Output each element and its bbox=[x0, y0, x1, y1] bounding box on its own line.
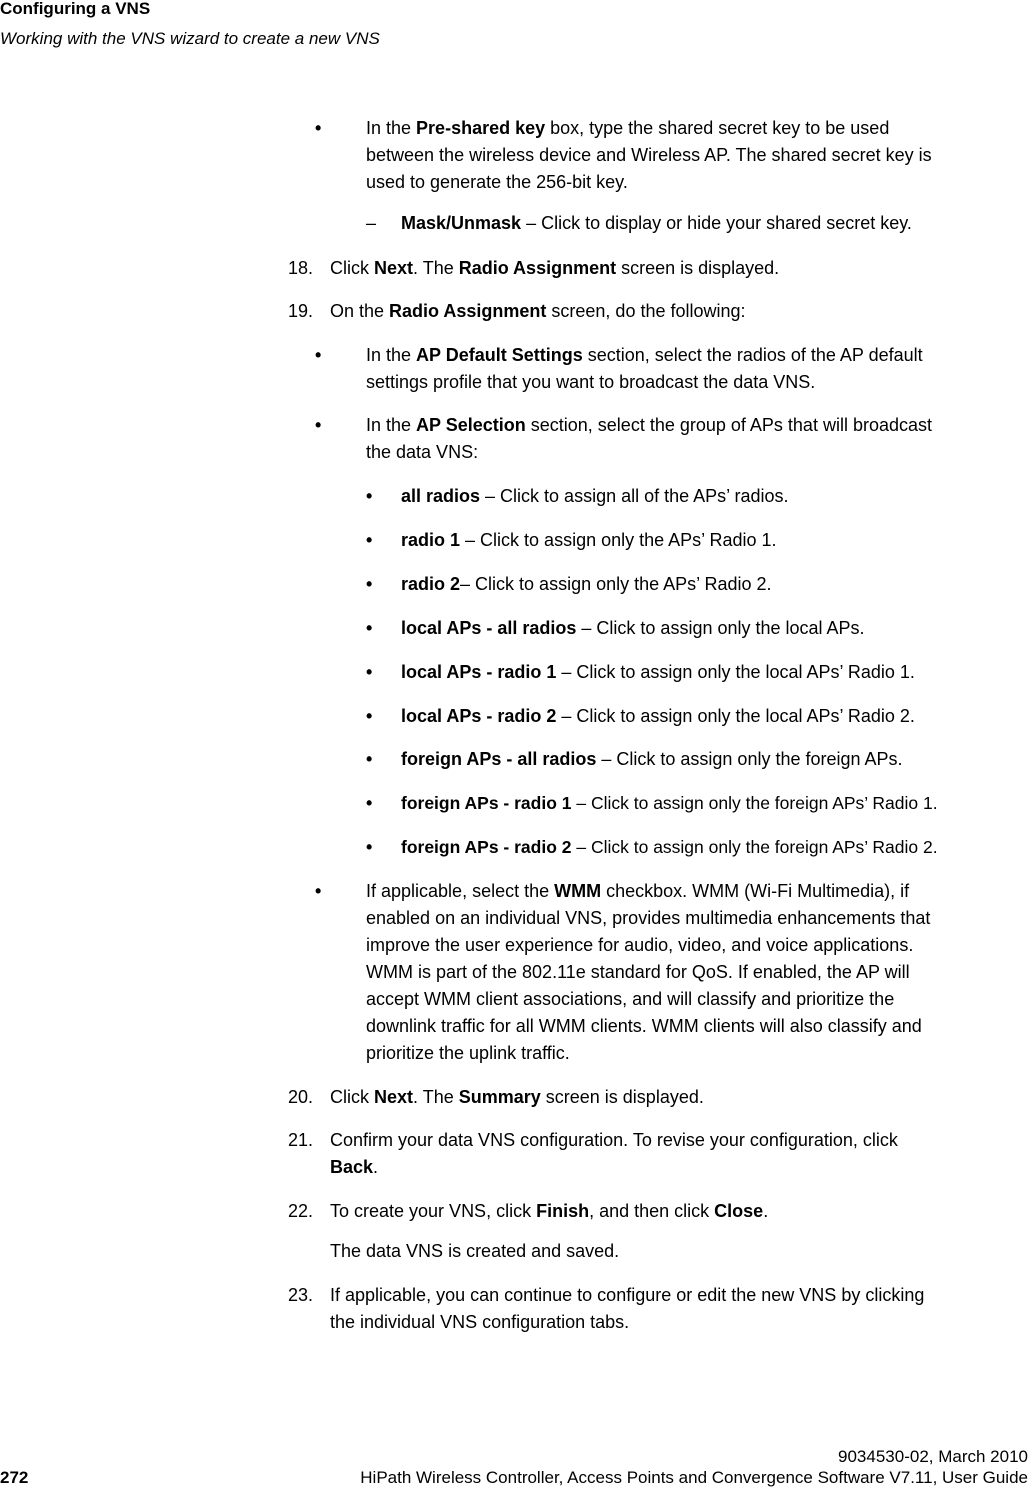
page-number: 272 bbox=[0, 1468, 29, 1487]
dash-marker: – bbox=[366, 213, 377, 233]
section-subtitle: Working with the VNS wizard to create a new VNS bbox=[0, 29, 380, 48]
psk-line-1: In the Pre-shared key box, type the shared secret key to be used bbox=[366, 118, 890, 138]
wmm-line-1: If applicable, select the WMM checkbox. WMM (Wi-Fi Multimedia), if bbox=[366, 881, 910, 901]
step-22-note: The data VNS is created and saved. bbox=[330, 1241, 620, 1261]
step-21-line-2: Back. bbox=[330, 1157, 379, 1177]
option-foreign-radio-2: foreign APs - radio 2 – Click to assign only the foreign APs’ Radio 2. bbox=[401, 837, 938, 857]
option-radio-2: radio 2– Click to assign only the APs’ Radio 2. bbox=[401, 574, 772, 594]
wmm-line: improve the user experience for audio, video, and voice applications. bbox=[366, 935, 914, 955]
psk-line-2: between the wireless device and Wireless AP. The shared secret key is bbox=[366, 145, 932, 165]
option-radio-1: radio 1 – Click to assign only the APs’ Radio 1. bbox=[401, 530, 777, 550]
wmm-line: prioritize the uplink traffic. bbox=[366, 1043, 570, 1063]
ap-default-line-2: settings profile that you want to broadcast the data VNS. bbox=[366, 372, 816, 392]
option-local-radio-1: local APs - radio 1 – Click to assign only the local APs’ Radio 1. bbox=[401, 662, 915, 682]
step-23-line-2: the individual VNS configuration tabs. bbox=[330, 1312, 630, 1332]
option-local-all-radios: local APs - all radios – Click to assign only the local APs. bbox=[401, 618, 865, 638]
step-22-text: To create your VNS, click Finish, and then click Close. bbox=[330, 1201, 769, 1221]
bullet-icon: • bbox=[366, 530, 373, 550]
wmm-line: WMM is part of the 802.11e standard for QoS. If enabled, the AP will bbox=[366, 962, 910, 982]
step-number: 22. bbox=[288, 1201, 314, 1221]
bullet-icon: • bbox=[315, 345, 322, 365]
step-18-text: Click Next. The Radio Assignment screen is displayed. bbox=[330, 258, 780, 278]
step-number: 19. bbox=[288, 301, 314, 321]
ap-selection-line-2: the data VNS: bbox=[366, 442, 479, 462]
option-foreign-radio-1: foreign APs - radio 1 – Click to assign only the foreign APs’ Radio 1. bbox=[401, 793, 938, 813]
option-foreign-all-radios: foreign APs - all radios – Click to assign only the foreign APs. bbox=[401, 749, 903, 769]
step-number: 20. bbox=[288, 1087, 314, 1107]
bullet-icon: • bbox=[366, 574, 373, 594]
wmm-line: downlink traffic for all WMM clients. WMM clients will also classify and bbox=[366, 1016, 922, 1036]
bullet-icon: • bbox=[315, 415, 322, 435]
bullet-icon: • bbox=[315, 118, 322, 138]
mask-unmask-item: Mask/Unmask – Click to display or hide your shared secret key. bbox=[401, 213, 912, 233]
ap-selection-line-1: In the AP Selection section, select the group of APs that will broadcast bbox=[366, 415, 932, 435]
bullet-icon: • bbox=[366, 793, 373, 813]
chapter-title: Configuring a VNS bbox=[0, 0, 151, 18]
step-number: 23. bbox=[288, 1285, 314, 1305]
wmm-line: enabled on an individual VNS, provides multimedia enhancements that bbox=[366, 908, 931, 928]
step-20-text: Click Next. The Summary screen is displayed. bbox=[330, 1087, 704, 1107]
step-19-text: On the Radio Assignment screen, do the following: bbox=[330, 301, 746, 321]
ap-default-line-1: In the AP Default Settings section, select the radios of the AP default bbox=[366, 345, 923, 365]
footer-doc-title: HiPath Wireless Controller, Access Points and Convergence Software V7.11, User Guide bbox=[360, 1468, 1028, 1487]
bullet-icon: • bbox=[366, 749, 373, 769]
bullet-icon: • bbox=[315, 881, 322, 901]
step-21-line-1: Confirm your data VNS configuration. To revise your configuration, click bbox=[330, 1130, 898, 1150]
wmm-line: accept WMM client associations, and will classify and prioritize the bbox=[366, 989, 895, 1009]
bullet-icon: • bbox=[366, 618, 373, 638]
bullet-icon: • bbox=[366, 486, 373, 506]
psk-line-3: used to generate the 256-bit key. bbox=[366, 172, 628, 192]
step-23-line-1: If applicable, you can continue to configure or edit the new VNS by clicking bbox=[330, 1285, 925, 1305]
option-all-radios: all radios – Click to assign all of the APs’ radios. bbox=[401, 486, 789, 506]
option-local-radio-2: local APs - radio 2 – Click to assign only the local APs’ Radio 2. bbox=[401, 706, 915, 726]
bullet-icon: • bbox=[366, 706, 373, 726]
bullet-icon: • bbox=[366, 662, 373, 682]
footer-docnum: 9034530-02, March 2010 bbox=[838, 1447, 1028, 1466]
bullet-icon: • bbox=[366, 837, 373, 857]
step-number: 18. bbox=[288, 258, 314, 278]
step-number: 21. bbox=[288, 1130, 314, 1150]
